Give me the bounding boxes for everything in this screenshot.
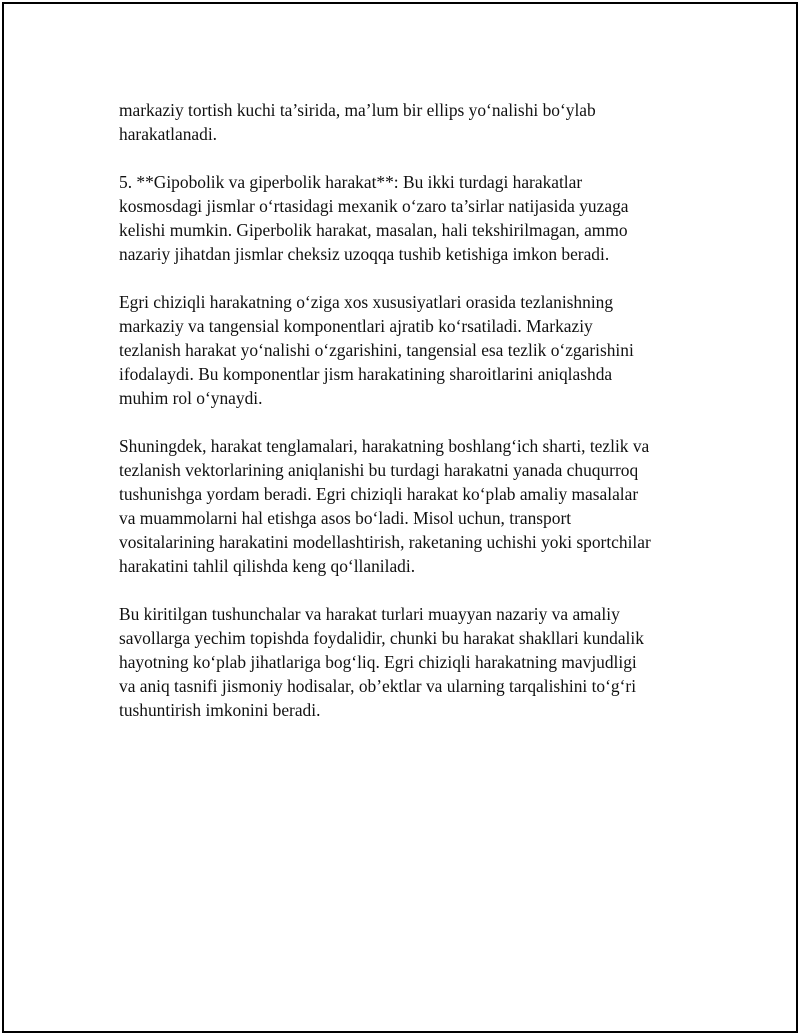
text-line: nazariy jihatdan jismlar cheksiz uzoqqa tushib ketishiga imkon beradi. [119,244,610,264]
text-line: tushuntirish imkonini beradi. [119,700,321,720]
document-page [2,2,798,1033]
text-line: harakatlanadi. [119,124,218,144]
text-line: savollarga yechim topishda foydalidir, chunki bu harakat shakllari kundalik [119,628,644,648]
text-line: tushunishga yordam beradi. Egri chiziqli harakat ko‘plab amaliy masalalar [119,484,639,504]
paragraph-1 [119,98,694,146]
text-line: muhim rol o‘ynaydi. [119,388,263,408]
text-line: kelishi mumkin. Giperbolik harakat, masalan, hali tekshirilmagan, ammo [119,220,628,240]
text-line: harakatini tahlil qilishda keng qo‘llaniladi. [119,556,416,576]
document-body [119,98,694,746]
text-line: kosmosdagi jismlar o‘rtasidagi mexanik o‘zaro ta’sirlar natijasida yuzaga [119,196,629,216]
text-line: ifodalaydi. Bu komponentlar jism harakatining sharoitlarini aniqlashda [119,364,613,384]
text-line: vositalarining harakatini modellashtirish, raketaning uchishi yoki sportchilar [119,532,651,552]
text-line: Shuningdek, harakat tenglamalari, harakatning boshlang‘ich sharti, tezlik va [119,436,650,456]
text-line: 5. **Gipobolik va giperbolik harakat**: Bu ikki turdagi harakatlar [119,172,583,192]
text-line: markaziy va tangensial komponentlari ajratib ko‘rsatiladi. Markaziy [119,316,593,336]
text-line: Bu kiritilgan tushunchalar va harakat turlari muayyan nazariy va amaliy [119,604,620,624]
paragraph-2 [119,170,694,266]
paragraph-5 [119,602,694,722]
text-line: tezlanish harakat yo‘nalishi o‘zgarishini, tangensial esa tezlik o‘zgarishini [119,340,634,360]
text-line: Egri chiziqli harakatning o‘ziga xos xususiyatlari orasida tezlanishning [119,292,614,312]
text-line: markaziy tortish kuchi ta’sirida, ma’lum bir ellips yo‘nalishi bo‘ylab [119,100,596,120]
paragraph-3 [119,290,694,410]
text-line: va aniq tasnifi jismoniy hodisalar, ob’ektlar va ularning tarqalishini to‘g‘ri [119,676,637,696]
text-line: tezlanish vektorlarining aniqlanishi bu turdagi harakatni yanada chuqurroq [119,460,639,480]
text-line: hayotning ko‘plab jihatlariga bog‘liq. Egri chiziqli harakatning mavjudligi [119,652,637,672]
paragraph-4 [119,434,694,578]
text-line: va muammolarni hal etishga asos bo‘ladi. Misol uchun, transport [119,508,572,528]
